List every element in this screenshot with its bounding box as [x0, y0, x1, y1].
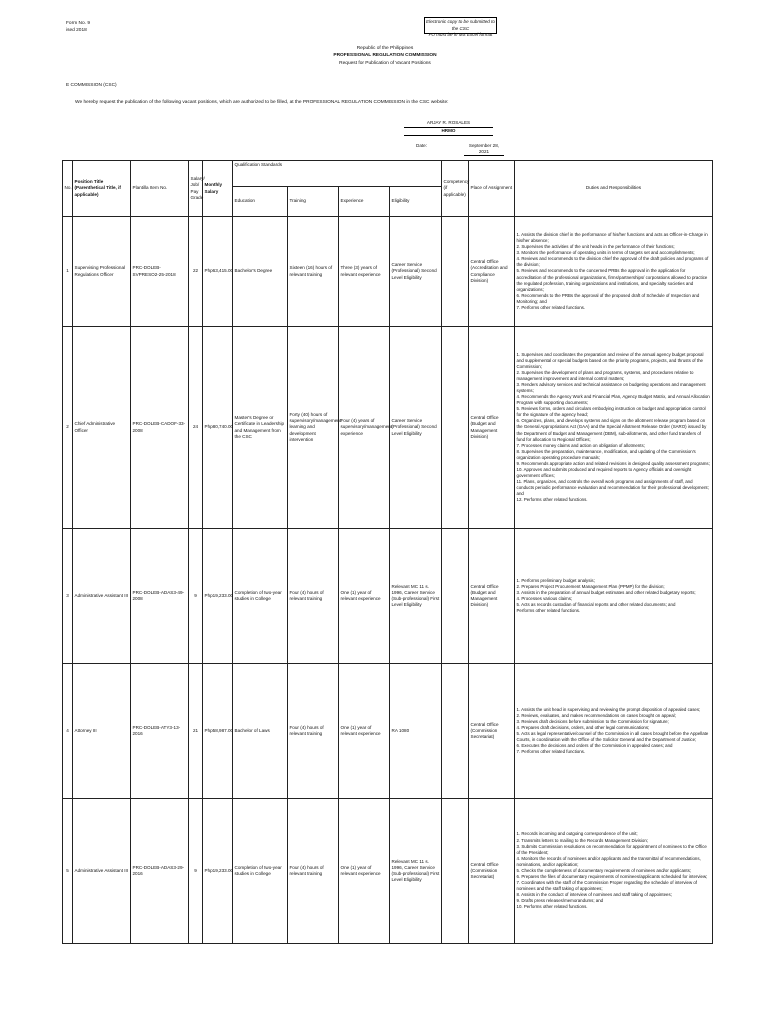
cell-duties: [515, 529, 713, 664]
cell-position-title: Attorney III: [73, 664, 131, 799]
duty-item: 5. Checks the completeness of documentary requirements of nominees and/or applicants;: [516, 867, 691, 873]
cell-position-title: Administrative Assistant III: [73, 529, 131, 664]
col-header-eligibility: Eligibility: [390, 187, 442, 217]
duty-item: 1. Assists the division chief in the performance of his/her functions and acts as Officer-in-Charge in his/her absence;: [516, 231, 708, 244]
cell-experience: Three (3) years of relevant experience: [339, 217, 390, 327]
cell-experience: One (1) year of relevant experience: [339, 799, 390, 944]
duty-item: 8. Assists in the conduct of interview of nominees and staff taking of appointees;: [516, 892, 672, 898]
cell-position-title: Chief Administrative Officer: [73, 327, 131, 529]
cell-no: 1: [63, 217, 73, 327]
date-value: September 28, 2021: [464, 143, 504, 156]
cell-experience: One (1) year of relevant experience: [339, 529, 390, 664]
cell-monthly-salary: Php19,233.00: [203, 799, 233, 944]
duty-item: 6. Organizes, plans, and develops systems and signs on the allotment release program based on the General Appropriations Act (GAA) and the Special Allotment Release Order (SARO) issued by the Department of Budget and Management (DBM), sub-allotments, and other fund transfers of fund for allocation to Regional Offices;: [516, 418, 707, 442]
cell-place: Central Office (Budget and Management Division): [469, 529, 515, 664]
cell-monthly-salary: Php80,740.00: [203, 327, 233, 529]
signatory-name: ARJAY R. ROSALES: [404, 120, 493, 128]
cell-no: 5: [63, 799, 73, 944]
cell-monthly-salary: Php19,233.00: [203, 529, 233, 664]
duty-item: 5. Reviews forms, orders and circulars embodying instruction on budget and appropriation control for the signature of the agency head;: [516, 406, 706, 418]
col-header-education: Education: [233, 187, 288, 217]
duty-item: 6. Recommends to the PRBs the approval of the proposed draft of Schedule of Inspection and Monitoring; and: [516, 292, 700, 304]
cell-plantilla: PRC-DOLEB-ADAS3-29-2016: [131, 799, 189, 944]
col-header-plantilla: Plantilla Item No.: [131, 161, 189, 217]
duty-item: 4. Prepares draft decisions, orders, and other legal communications;: [516, 724, 650, 730]
recipient-agency: E COMMISSION (CSC): [66, 83, 117, 88]
duty-item: 10. Performs other related functions.: [516, 904, 588, 910]
duty-item: 3. Reviews draft decisions before submission to the Commission for signature;: [516, 718, 669, 724]
cell-training: Four (4) hours of relevant training: [288, 529, 339, 664]
cell-eligibility: Career Service (Professional) Second Level Eligibility: [390, 327, 442, 529]
cell-plantilla: PRC-DOLEB-ATY3-13-2016: [131, 664, 189, 799]
cell-training: Forty (40) hours of supervisory/management learning and development intervention: [288, 327, 339, 529]
date-label: Date:: [416, 143, 427, 148]
duty-item: 7. Processes money claims and action on obligation of allotments;: [516, 442, 645, 448]
cell-experience: One (1) year of relevant experience: [339, 664, 390, 799]
vacant-positions-table: [62, 160, 713, 944]
cell-competency: [442, 529, 469, 664]
cell-duties: [515, 327, 713, 529]
table-row: [63, 327, 713, 529]
duty-item: 8. Supervises the preparation, maintenance, modification, and updating of the Commission's organization operating procedure manuals;: [516, 448, 696, 460]
col-header-competency: Competency (if applicable): [442, 161, 469, 217]
table-row: [63, 217, 713, 327]
col-header-experience: Experience: [339, 187, 390, 217]
table-row: [63, 664, 713, 799]
cell-eligibility: Career Service (Professional) Second Level Eligibility: [390, 217, 442, 327]
cell-competency: [442, 664, 469, 799]
cell-position-title: Supervising Professional Regulations Officer: [73, 217, 131, 327]
duty-item: 7. Performs other related functions.: [516, 749, 586, 755]
cell-training: Four (4) hours of relevant training: [288, 664, 339, 799]
table-row: [63, 799, 713, 944]
col-header-monthly-salary: Monthly Salary: [203, 161, 233, 217]
cell-place: Central Office (Commission Secretariat): [469, 799, 515, 944]
cell-education: Master's Degree or Certificate in Leadership and Management from the CSC: [233, 327, 288, 529]
cell-duties: [515, 799, 713, 944]
signatory-position: HRMO: [404, 128, 493, 136]
cell-place: Central Office (Commission Secretariat): [469, 664, 515, 799]
duty-item: 4. Monitors the records of nominees and/or applicants and the transmittal of recommendations, nominations, and/or application;: [516, 855, 701, 867]
cell-training: Four (4) hours of relevant training: [288, 799, 339, 944]
cell-place: Central Office (Accreditation and Compliance Division): [469, 217, 515, 327]
cell-education: Bachelor's Degree: [233, 217, 288, 327]
duty-item: 12. Performs other related functions.: [516, 497, 588, 503]
cell-experience: Four (4) years of supervisory/management experience: [339, 327, 390, 529]
cell-competency: [442, 799, 469, 944]
duty-item: 1. Performs preliminary budget analysis;: [516, 577, 595, 583]
agency-name: PROFESSIONAL REGULATION COMMISSION: [333, 53, 437, 59]
cell-competency: [442, 217, 469, 327]
cell-position-title: Administrative Assistant III: [73, 799, 131, 944]
col-header-salary-grade: Salary/ Job/ Pay Grade: [189, 161, 203, 217]
duty-item: 1. Supervises and coordinates the preparation and review of the annual agency budget proposal and supplemental or special budgets based on the priority programs, projects, and thrusts of the Commission;: [516, 351, 704, 369]
cell-plantilla: PRC-DOLEB-SVPRESO2-25-2018: [131, 217, 189, 327]
cell-salary-grade: 9: [189, 529, 203, 664]
cell-no: 3: [63, 529, 73, 664]
cell-competency: [442, 327, 469, 529]
duty-item: 2. Transmits letters to mailing to the Records Management Division;: [516, 837, 649, 843]
duty-item: 4. Processes various claims;: [516, 596, 573, 601]
notice-line: FO must be in MS Excel format: [428, 32, 493, 38]
cell-salary-grade: 22: [189, 217, 203, 327]
col-header-place: Place of Assignment: [469, 161, 515, 217]
cell-salary-grade: 21: [189, 664, 203, 799]
signatory-block: [404, 120, 493, 136]
cell-plantilla: PRC-DOLEB-CADOF-33-2008: [131, 327, 189, 529]
duty-item: 10. Approves and submits produced and required reports to Agency officials and oversight government offices;: [516, 467, 692, 479]
cell-place: Central Office (Budget and Management Division): [469, 327, 515, 529]
cell-duties: [515, 664, 713, 799]
duty-item: 4. Reviews and recommends to the division chief the approval of the draft policies and programs of the division;: [516, 256, 709, 268]
duty-item: 6. Prepares the files of documentary requirements of nominees/applicants scheduled for interview;: [516, 874, 708, 880]
table-row: [63, 529, 713, 664]
duty-item: 4. Recommends the Agency Work and Financial Plan, Agency Budget Matrix, and Annual Allocation Program with supporting documents;: [516, 394, 710, 406]
duty-item: 11. Plans, organizes, and controls the overall work programs and assignments of staff, and conducts periodic performance evaluation and recommendation for their professional development; and: [516, 479, 709, 497]
cell-no: 4: [63, 664, 73, 799]
col-header-qualification-standards: Qualification Standards: [233, 161, 442, 187]
duty-item: 7. Coordinates with the staff of the Commission Proper regarding the schedule of interview of nominees and the staff taking of appointees;: [516, 880, 698, 892]
duty-item: 2. Supervises the development of plans and programs, systems, and procedures relative to management improvement and internal control matters;: [516, 369, 694, 381]
duty-item: 5. Reviews and recommends to the concerned PRBs the approval in the application for accreditation of the professional organizations, firms/partnerships/ corporations allowed to practice the regulated profession, training organizations and institutions, and specialty societies and organizations;: [516, 268, 708, 292]
duty-item: 5. Acts as legal representative/counsel of the Commission in all cases brought before the Appellate Courts, in coordination with the Office of the Solicitor General and the Department of Justice;: [516, 731, 709, 743]
cell-education: Bachelor of Laws: [233, 664, 288, 799]
request-statement: We hereby request the publication of the following vacant positions, which are authorized to be filled, at the PROFESSIONAL REGULATION COMMISSION in the CSC website:: [75, 100, 449, 105]
notice-line: Electronic copy to be submitted to the CSC: [426, 19, 495, 31]
cell-no: 2: [63, 327, 73, 529]
duty-item: 2. Supervises the activities of the unit heads in the performance of their functions;: [516, 244, 675, 250]
cell-education: Completion of two-year studies in College: [233, 799, 288, 944]
duty-item: 5. Acts as records custodian of financial reports and other related documents; and: [516, 602, 676, 608]
col-header-duties: Duties and Responsibilities: [515, 161, 713, 217]
duty-item: 7. Performs other related functions.: [516, 304, 586, 310]
cell-eligibility: Relevant MC 11 s. 1996, Career Service (Sub-professional) First Level Eligibility: [390, 529, 442, 664]
duty-item: 2. Reviews, evaluates, and makes recommendations on cases brought on appeal;: [516, 712, 676, 718]
col-header-no: No.: [63, 161, 73, 217]
duty-item: Performs other related functions.: [516, 608, 581, 614]
col-header-position-title: Position Title (Parenthetical Title, if applicable): [73, 161, 131, 217]
cell-education: Completion of two-year studies in College: [233, 529, 288, 664]
cell-salary-grade: 24: [189, 327, 203, 529]
duty-item: 3. Monitors the performance of operating units in terms of targets set and accomplishments;: [516, 250, 695, 256]
duty-item: 1. Records incoming and outgoing correspondence of the unit;: [516, 831, 638, 837]
duty-item: 9. Recommends appropriate action and related revisions in designed quality assessment programs;: [516, 460, 710, 466]
duty-item: 6. Executes the decisions and orders of the Commission in appealed cases; and: [516, 743, 673, 749]
header-row: [63, 161, 713, 187]
form-number-line: Form No. 9: [66, 21, 90, 26]
duty-item: 9. Drafts press releases/memorandums; and: [516, 898, 604, 904]
cell-duties: [515, 217, 713, 327]
duty-item: 1. Assists the unit head in supervising and reviewing the prompt disposition of appealed cases;: [516, 706, 701, 712]
cell-plantilla: PRC-DOLEB-ADAS3-49-2008: [131, 529, 189, 664]
cell-monthly-salary: Php58,987.00: [203, 664, 233, 799]
duty-item: 3. Submits Commission resolutions on recommendation for appointment of nominees to the Office of the President;: [516, 843, 707, 855]
duty-item: 3. Assists in the preparation of annual budget estimates and other related budgetary reports;: [516, 589, 696, 595]
cell-monthly-salary: Php63,415.00: [203, 217, 233, 327]
duty-item: 3. Renders advisory services and technical assistance on budgeting operations and management systems;: [516, 381, 706, 393]
form-number: [66, 21, 90, 35]
form-revision-line: ised 2018: [66, 27, 87, 33]
cell-eligibility: Relevant MC 11 s. 1996, Career Service (Sub-professional) First Level Eligibility: [390, 799, 442, 944]
col-header-training: Training: [288, 187, 339, 217]
cell-eligibility: RA 1080: [390, 664, 442, 799]
cell-salary-grade: 9: [189, 799, 203, 944]
document-title: Request for Publication of Vacant Positions: [339, 60, 431, 66]
document-header: [0, 45, 770, 67]
republic-line: Republic of the Philippines: [356, 46, 414, 51]
duty-item: 2. Prepares Project Procurement Management Plan (PPMP) for the division;: [516, 583, 665, 589]
electronic-copy-notice: [424, 17, 497, 38]
cell-training: Sixteen (16) hours of relevant training: [288, 217, 339, 327]
